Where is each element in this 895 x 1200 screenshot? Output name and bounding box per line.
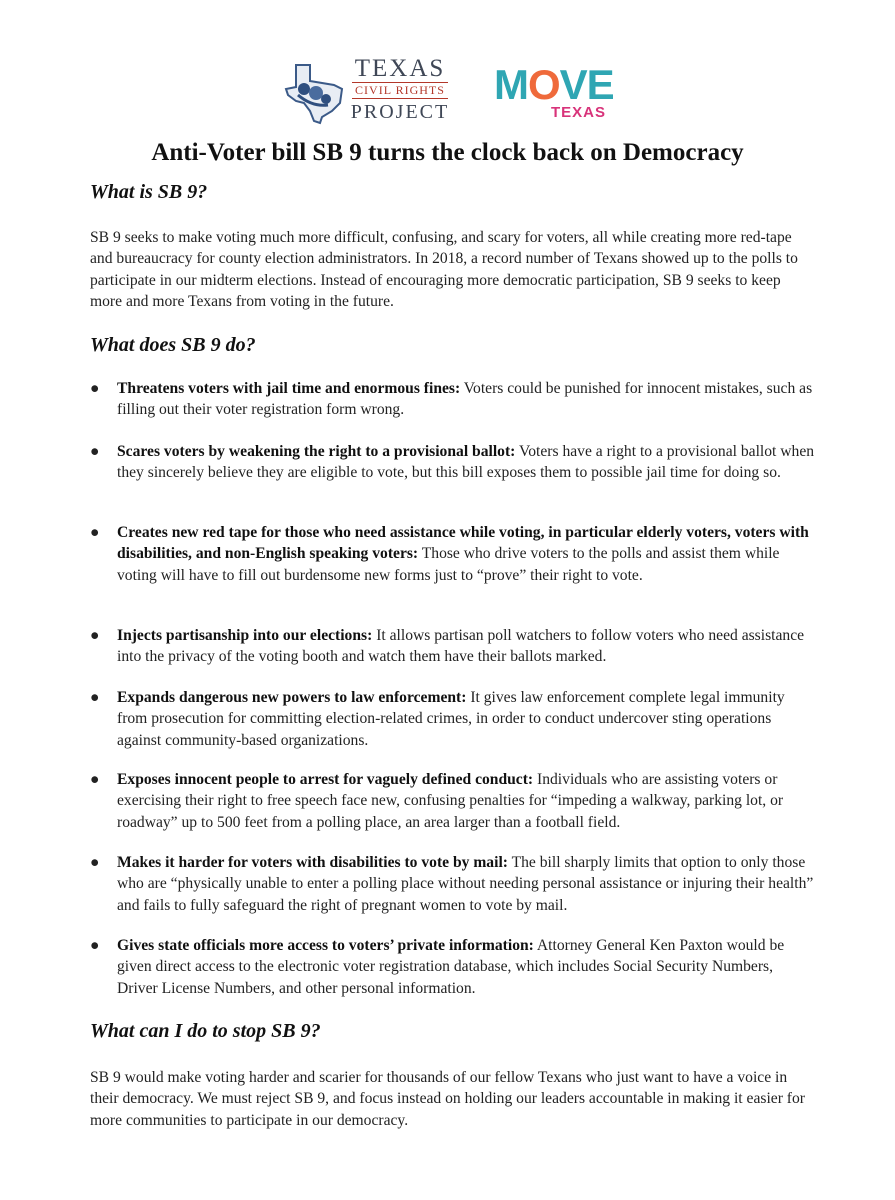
- list-item: [90, 522, 815, 586]
- list-item: [90, 852, 815, 916]
- list-item-bold: Scares voters by weakening the right to a provisional ballot:: [117, 443, 516, 460]
- list-item-text: Individuals who are assisting voters or exercising their right to free speech face new, confusing penalties for “impeding a walkway, parking lot, or roadway” up to 500 feet from a polling place, an area larger than a football field.: [117, 771, 784, 831]
- list-item-text: Voters have a right to a provisional ballot when they sincerely believe they are eligible to vote, but this bill exposes them to possible jail time for doing so.: [117, 443, 815, 482]
- section-heading-what-is: What is SB 9?: [90, 181, 208, 203]
- list-item-bold: Expands dangerous new powers to law enforcement:: [117, 689, 467, 706]
- list-item-bold: Exposes innocent people to arrest for vaguely defined conduct:: [117, 771, 534, 788]
- list-item-text: It allows partisan poll watchers to follow voters who need assistance into the privacy of the voting booth and watch them have their ballots marked.: [117, 627, 805, 666]
- tcrp-logo-line3: PROJECT: [350, 101, 450, 123]
- bullet-dot: ●: [90, 443, 100, 460]
- list-item: [90, 441, 815, 484]
- section-body-what-is: SB 9 seeks to make voting much more difficult, confusing, and scary for voters, all while creating more red-tape and bureaucracy for county election administrators. In 2018, a record number of Texans showed up to the polls to participate in our midterm elections. Instead of encouraging more democratic participation, SB 9 seeks to keep more and more Texans from voting in the future.: [90, 229, 798, 310]
- list-item-text: Voters could be punished for innocent mistakes, such as filling out their voter registration form wrong.: [117, 380, 813, 419]
- list-item: [90, 769, 815, 833]
- page-title: Anti-Voter bill SB 9 turns the clock back on Democracy: [151, 139, 744, 166]
- texas-map-icon: [282, 59, 348, 125]
- logo-row: [0, 56, 895, 131]
- tcrp-logo-line2: CIVIL RIGHTS: [352, 82, 448, 99]
- bullet-dot: ●: [90, 937, 100, 954]
- bullet-dot: ●: [90, 524, 100, 541]
- list-item-bold: Injects partisanship into our elections:: [117, 627, 373, 644]
- list-item: [90, 378, 815, 421]
- bullet-dot: ●: [90, 771, 100, 788]
- move-texas-logo: [494, 61, 614, 124]
- bullet-dot: ●: [90, 689, 100, 706]
- section-heading-what-does: What does SB 9 do?: [90, 334, 256, 356]
- list-item: [90, 935, 815, 999]
- tcrp-logo-line1: TEXAS: [354, 55, 446, 82]
- list-item-text: Attorney General Ken Paxton would be given direct access to the electronic voter registration database, which includes Social Security Numbers, Driver License Numbers, and other personal information.: [117, 937, 785, 997]
- list-item-bold: Makes it harder for voters with disabilities to vote by mail:: [117, 854, 508, 871]
- list-item-text: The bill sharply limits that option to only those who are “physically unable to enter a polling place without needing personal assistance or injuring their health” and fails to fully safeguard the right of pregnant women to vote by mail.: [117, 854, 814, 914]
- list-item: [90, 625, 815, 668]
- list-item-bold: Gives state officials more access to voters’ private information:: [117, 937, 534, 954]
- section-heading-what-can: What can I do to stop SB 9?: [90, 1020, 321, 1042]
- list-item-text: It gives law enforcement complete legal immunity from prosecution for committing election-related crimes, in order to conduct undercover sting operations against community-based organizations.: [117, 689, 785, 749]
- section-body-what-can: SB 9 would make voting harder and scarier for thousands of our fellow Texans who just want to have a voice in their democracy. We must reject SB 9, and focus instead on holding our leaders accountable in making it easier for more communities to participate in our democracy.: [90, 1069, 805, 1129]
- bullet-dot: ●: [90, 380, 100, 397]
- move-logo-sub: TEXAS: [550, 104, 606, 121]
- list-item-text: Those who drive voters to the polls and assist them while voting will have to fill out burdensome new forms just to “prove” their right to vote.: [117, 545, 780, 584]
- list-item-bold: Threatens voters with jail time and enormous fines:: [117, 380, 461, 397]
- bullet-dot: ●: [90, 854, 100, 871]
- move-logo-word: MOVE: [494, 61, 614, 108]
- move-logo-o-letter: O: [528, 61, 560, 108]
- list-item: [90, 687, 815, 751]
- list-item-bold: Creates new red tape for those who need assistance while voting, in particular elderly voters, voters with disabilities, and non-English speaking voters:: [117, 524, 809, 563]
- bullet-dot: ●: [90, 627, 100, 644]
- texas-civil-rights-project-logo: [282, 56, 457, 128]
